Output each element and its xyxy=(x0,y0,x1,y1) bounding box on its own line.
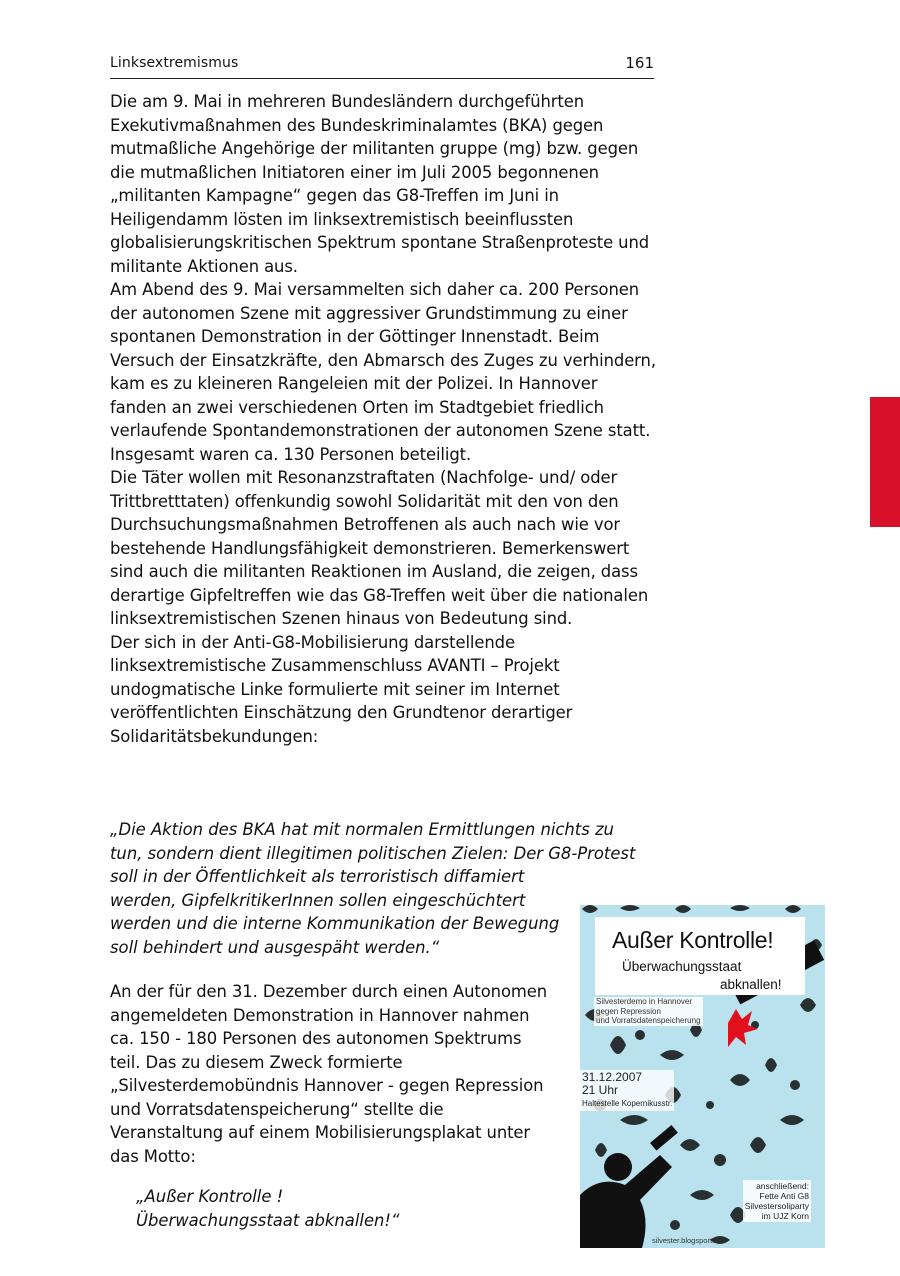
paragraph: Der sich in der Anti-G8-Mobilisierung darstellende linksextremistische Zusammenschluss AVANTI – Projekt undogmatische Linke formulierte mit seiner im Internet veröffentlichten Einschätzung den Grundtenor derartiger Solidaritätsbekundungen: xyxy=(110,632,573,746)
paragraph: An der für den 31. Dezember durch einen Autonomen angemeldeten Demonstration in Hannover nahmen ca. 150 - 180 Personen des autonomen Spektrums teil. Das zu diesem Zweck formierte „Silvesterdemobündnis Hannover - gegen Repression und Vorratsdatenspeicherung“ stellte die Veranstaltung auf einem Mobilisierungsplakat unter das Motto: xyxy=(110,982,548,1166)
motto-line: Überwachungsstaat abknallen!“ xyxy=(136,1210,400,1230)
poster-date: 31.12.2007 xyxy=(582,1070,643,1084)
poster-stop: Haltestelle Kopernikusstr. xyxy=(582,1099,673,1108)
paragraph: Am Abend des 9. Mai versammelten sich daher ca. 200 Personen der autonomen Szene mit aggressiver Grundstimmung zu einer spontanen Demonstration in der Göttinger Innenstadt. Beim Versuch der Einsatzkräfte, den Abmarsch des Zuges zu verhindern, kam es zu kleineren Rangeleien mit der Polizei. In Hannover fanden an zwei verschiedenen Orten im Stadtgebiet friedlich verlaufende Spontandemonstrationen der autonomen Szene statt. Insgesamt waren ca. 130 Personen beteiligt. xyxy=(110,280,656,464)
poster-demo-line: gegen Repression xyxy=(596,1006,661,1016)
quote-text: werden, GipfelkritikerInnen sollen eingeschüchtert werden und die interne Kommunikation der Bewegung soll behindert und ausgespäht werden.“ xyxy=(110,890,560,957)
chapter-tab-marker xyxy=(870,397,900,527)
section-title: Linksextremismus xyxy=(110,55,239,71)
poster-demo-info xyxy=(594,997,703,1026)
poster-demo-line: Silvesterdemo in Hannover xyxy=(596,997,693,1006)
paragraph: Die Täter wollen mit Resonanzstraftaten (Nachfolge- und/ oder Trittbretttaten) offenkundig sowohl Solidarität mit den von den Durchsuchungsmaßnahmen Betroffenen als auch nach wie vor bestehende Handlungsfähigkeit demonstrieren. Bemerkenswert sind auch die militanten Reaktionen im Ausland, die zeigen, dass derartige Gipfeltreffen wie das G8-Treffen weit über die nationalen linksextremistischen Szenen hinaus von Bedeutung sind. xyxy=(110,468,649,628)
poster-after-line: Fette Anti G8 xyxy=(759,1191,809,1201)
motto-quote xyxy=(136,1185,536,1232)
poster-time: 21 Uhr xyxy=(582,1083,619,1097)
page-number: 161 xyxy=(625,54,654,72)
main-text xyxy=(110,90,658,748)
poster-subtitle: Überwachungsstaat xyxy=(622,959,742,974)
motto-line: „Außer Kontrolle ! xyxy=(136,1187,284,1206)
paragraph-demonstration xyxy=(110,980,555,1168)
avanti-quote xyxy=(110,818,658,959)
silhouette-graphic xyxy=(580,1125,678,1248)
quote-text: „Die Aktion des BKA hat mit normalen Ermittlungen nichts zu tun, sondern dient illegitimen politischen Zielen: Der G8-Protest soll in der Öffentlichkeit als terroristisch diffamiert xyxy=(110,820,636,886)
poster-date-block xyxy=(580,1070,674,1111)
poster-after-line: anschließend: xyxy=(756,1181,809,1191)
mobilisation-poster xyxy=(580,905,825,1248)
poster-subtitle: abknallen! xyxy=(720,977,782,992)
paragraph: Die am 9. Mai in mehreren Bundesländern durchgeführten Exekutivmaßnahmen des Bundeskriminalamtes (BKA) gegen mutmaßliche Angehörige der militanten gruppe (mg) bzw. gegen die mutmaßlichen Initiatoren einer im Juli 2005 begonnenen „militanten Kampagne“ gegen das G8-Treffen im Juni in Heiligendamm lösten im linksextremistisch beeinflussten globalisierungskritischen Spektrum spontane Straßenproteste und militante Aktionen aus. xyxy=(110,92,650,276)
running-header xyxy=(110,52,654,79)
poster-after-party xyxy=(743,1180,811,1222)
poster-url: silvester.blogsport.de xyxy=(652,1236,723,1245)
poster-after-line: Silvestersoliparty xyxy=(744,1201,809,1211)
poster-demo-line: und Vorratsdatenspeicherung xyxy=(596,1016,701,1026)
poster-title: Außer Kontrolle! xyxy=(612,927,774,953)
poster-after-line: im UJZ Korn xyxy=(761,1211,809,1221)
